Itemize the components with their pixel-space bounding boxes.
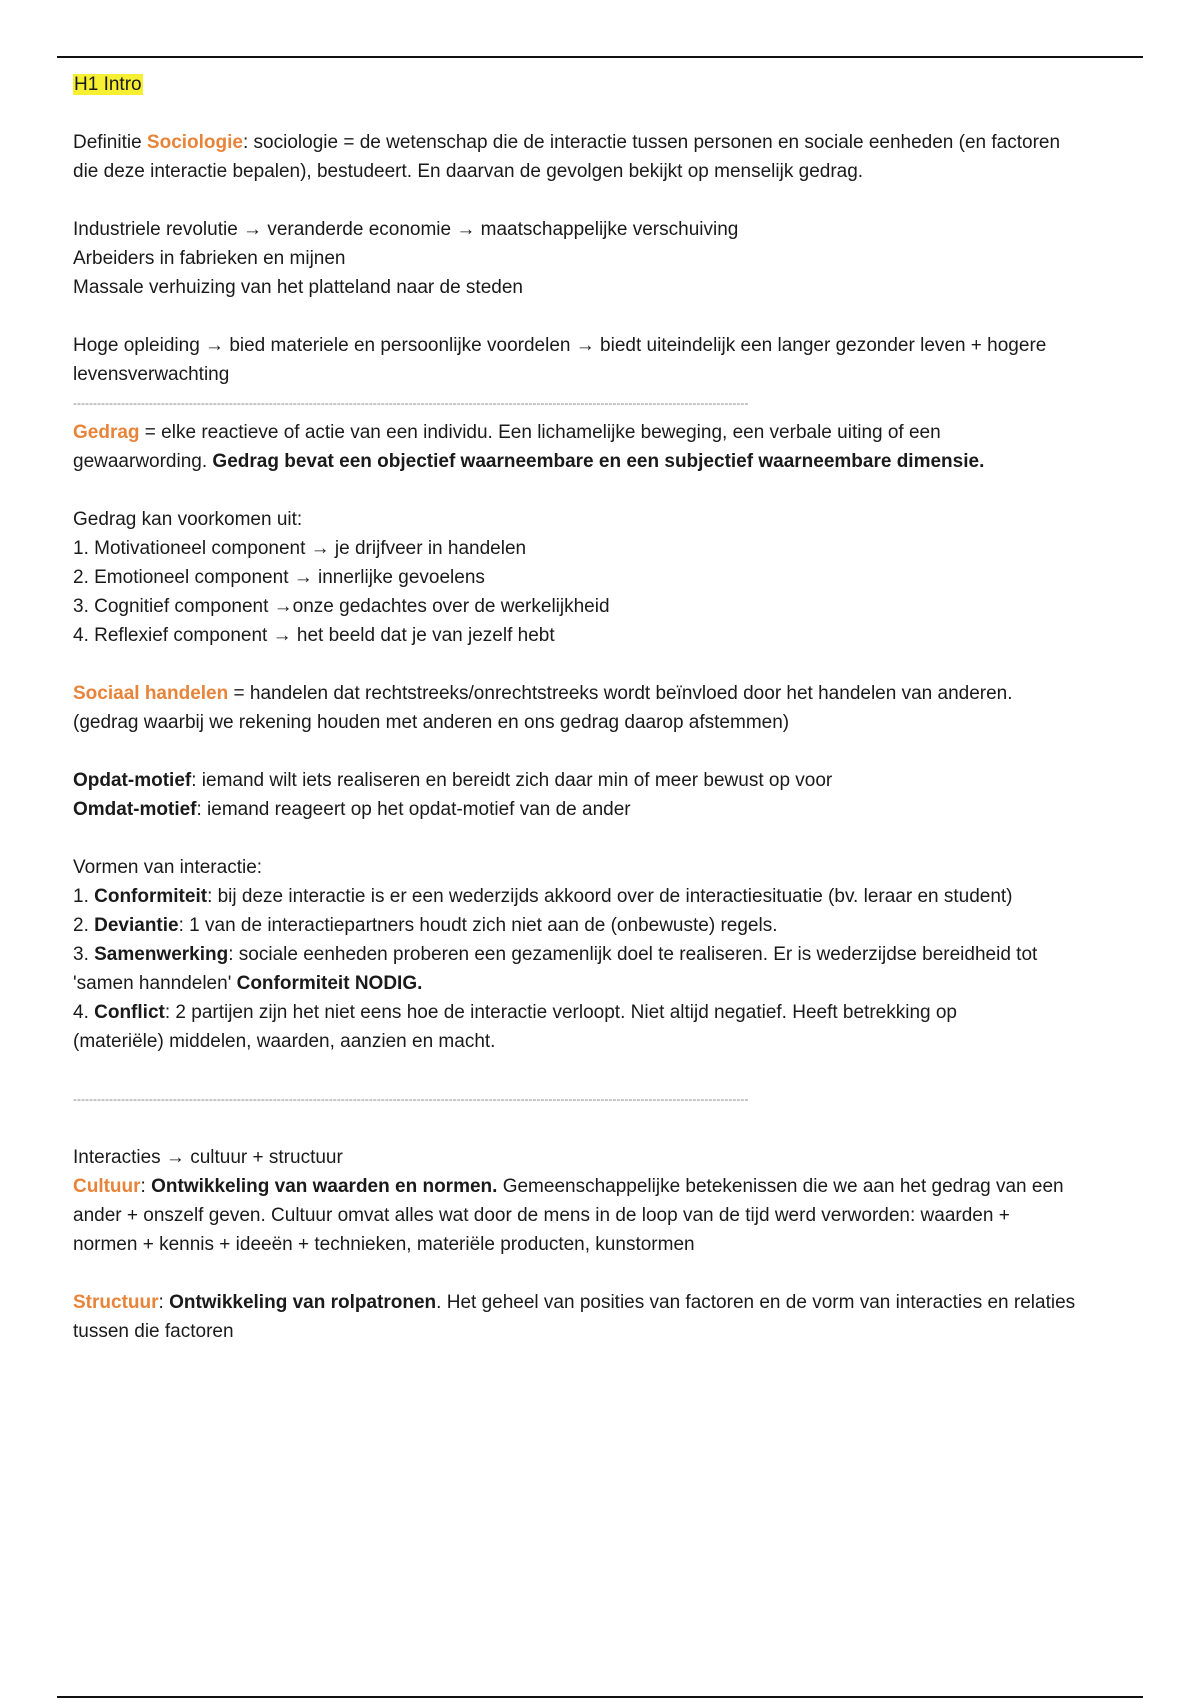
vorm-samenwerking-2: 'samen hanndelen' Conformiteit NODIG. bbox=[73, 973, 423, 994]
term-structuur: Structuur bbox=[73, 1292, 159, 1313]
vorm-conflict: 4. Conflict: 2 partijen zijn het niet eens hoe de interactie verloopt. Niet altijd negatief. Heeft betrekking op bbox=[73, 1002, 957, 1023]
industry-line-2: Arbeiders in fabrieken en mijnen bbox=[73, 248, 346, 269]
component-item: 3. Cognitief component →onze gedachtes over de werkelijkheid bbox=[73, 596, 610, 617]
definition-line-2: die deze interactie bepalen), bestudeert. En daarvan de gevolgen bekijkt op menselijk gedrag. bbox=[73, 161, 864, 182]
industry-line-3: Massale verhuizing van het platteland naar de steden bbox=[73, 277, 523, 298]
vorm-deviantie: 2. Deviantie: 1 van de interactiepartners houdt zich niet aan de (onbewuste) regels. bbox=[73, 915, 778, 936]
sociaal-line-1: Sociaal handelen = handelen dat rechtstreeks/onrechtstreeks wordt beïnvloed door het handelen van anderen. bbox=[73, 683, 1013, 704]
chapter-heading bbox=[73, 70, 1133, 99]
highlighted-heading: H1 Intro bbox=[74, 74, 142, 95]
component-item: 1. Motivationeel component → je drijfveer in handelen bbox=[73, 538, 527, 559]
cultuur-line-2: ander + onszelf geven. Cultuur omvat alles wat door de mens in de loop van de tijd werd verworden: waarden + bbox=[73, 1205, 1010, 1226]
dashed-divider: ------------------------------------------------------------------------------------------------------------------------------------------------------------------------- bbox=[73, 396, 749, 410]
term-sociologie: Sociologie bbox=[146, 132, 243, 153]
term-sociaal-handelen: Sociaal handelen bbox=[73, 683, 229, 704]
document-body bbox=[73, 70, 1133, 1346]
opdat-motief: Opdat-motief: iemand wilt iets realiseren en bereidt zich daar min of meer bewust op voor bbox=[73, 770, 833, 791]
term-cultuur: Cultuur bbox=[73, 1176, 141, 1197]
footer-rule bbox=[57, 1696, 1143, 1698]
vormen-intro: Vormen van interactie: bbox=[73, 857, 263, 878]
industry-line-1: Industriele revolutie → veranderde economie → maatschappelijke verschuiving bbox=[73, 219, 739, 240]
cultuur-line-3: normen + kennis + ideeën + technieken, materiële producten, kunstormen bbox=[73, 1234, 695, 1255]
vorm-samenwerking: 3. Samenwerking: sociale eenheden proberen een gezamenlijk doel te realiseren. Er is wederzijdse bereidheid tot bbox=[73, 944, 1038, 965]
gedrag-line-1: Gedrag = elke reactieve of actie van een individu. Een lichamelijke beweging, een verbale uiting of een bbox=[73, 422, 941, 443]
sociaal-line-2: (gedrag waarbij we rekening houden met anderen en ons gedrag daarop afstemmen) bbox=[73, 712, 790, 733]
term-gedrag: Gedrag bbox=[73, 422, 140, 443]
interacties-line: Interacties → cultuur + structuur bbox=[73, 1147, 343, 1168]
structuur-line-1: Structuur: Ontwikkeling van rolpatronen. Het geheel van posities van factoren en de vorm van interacties en relaties bbox=[73, 1292, 1076, 1313]
component-item: 2. Emotioneel component → innerlijke gevoelens bbox=[73, 567, 485, 588]
gedrag-bold: Gedrag bevat een objectief waarneembare en een subjectief waarneembare dimensie. bbox=[212, 451, 985, 472]
education-line-2: levensverwachting bbox=[73, 364, 230, 385]
vorm-conformiteit: 1. Conformiteit: bij deze interactie is er een wederzijds akkoord over de interactiesituatie (bv. leraar en student) bbox=[73, 886, 1013, 907]
component-item: 4. Reflexief component → het beeld dat je van jezelf hebt bbox=[73, 625, 555, 646]
definition-line-1: Definitie Sociologie: sociologie = de wetenschap die de interactie tussen personen en sociale eenheden (en factoren bbox=[73, 132, 1061, 153]
education-line-1: Hoge opleiding → bied materiele en persoonlijke voordelen → biedt uiteindelijk een langer gezonder leven + hogere bbox=[73, 335, 1047, 356]
dashed-divider: ------------------------------------------------------------------------------------------------------------------------------------------------------------------------- bbox=[73, 1092, 749, 1106]
components-intro: Gedrag kan voorkomen uit: bbox=[73, 509, 303, 530]
vorm-conflict-2: (materiële) middelen, waarden, aanzien en macht. bbox=[73, 1031, 496, 1052]
omdat-motief: Omdat-motief: iemand reageert op het opdat-motief van de ander bbox=[73, 799, 631, 820]
cultuur-line-1: Cultuur: Ontwikkeling van waarden en normen. Gemeenschappelijke betekenissen die we aan het gedrag van een bbox=[73, 1176, 1064, 1197]
header-rule bbox=[57, 56, 1143, 58]
structuur-line-2: tussen die factoren bbox=[73, 1321, 234, 1342]
gedrag-line-2: gewaarwording. Gedrag bevat een objectief waarneembare en een subjectief waarneembare dimensie. bbox=[73, 451, 985, 472]
